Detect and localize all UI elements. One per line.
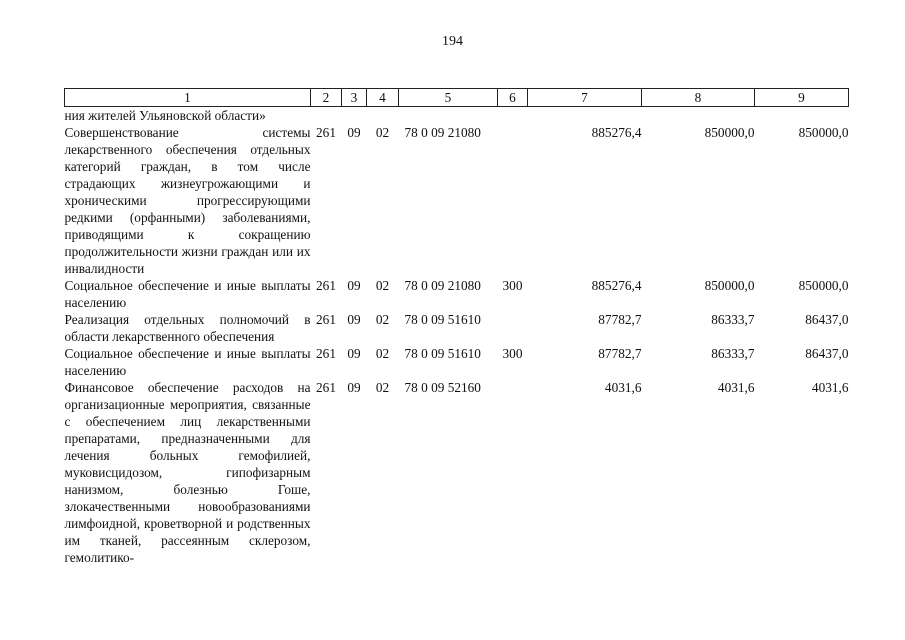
row-value-9: 86437,0 (805, 346, 849, 361)
row-code-4: 02 (375, 312, 390, 327)
column-header-9: 9 (755, 89, 849, 107)
table-row (65, 124, 849, 277)
row-value-9: 86437,0 (805, 312, 849, 327)
row-code-3: 09 (347, 312, 361, 327)
row-name: Совершенствование системы лекарственного обеспечения отдельных категорий граждан, в том числе страдающих жизнеугрожающими и хроническими прогрессирующими редкими (орфанными) заболеваниями, приводящими к сокращению продолжительности жизни граждан или их инвалидности (64, 125, 311, 276)
row-code-4: 02 (375, 380, 390, 395)
row-value-7: 87782,7 (598, 346, 642, 361)
row-value-8: 86333,7 (711, 346, 755, 361)
row-code-3 (342, 107, 367, 125)
row-value-8: 850000,0 (704, 125, 755, 140)
row-code-4: 02 (375, 278, 390, 293)
row-name: ния жителей Ульяновской области» (64, 108, 266, 123)
row-code-6 (498, 379, 528, 566)
table-header-row (65, 89, 849, 107)
row-code-2: 261 (316, 380, 336, 395)
row-code-5: 78 0 09 21080 (404, 125, 481, 140)
table-row (65, 107, 849, 125)
column-header-3: 3 (342, 89, 367, 107)
row-value-8: 4031,6 (717, 380, 755, 395)
row-code-4: 02 (375, 125, 390, 140)
row-code-2: 261 (316, 312, 336, 327)
row-code-6 (498, 124, 528, 277)
row-name: Финансовое обеспечение расходов на организационные мероприятия, связанные с обеспечением лиц лекарственными препаратами, предназначенными для лечения больных гемофилией, муковисцидозом, гипофизарным нанизмом, болезнью Гоше, злокачественными новообразованиями лимфоидной, кроветворной и родственных им тканей, рассеянным склерозом, гемолитико- (64, 380, 311, 565)
page-number: 194 (442, 34, 463, 49)
column-header-2: 2 (311, 89, 342, 107)
row-code-3: 09 (347, 125, 361, 140)
row-value-7: 885276,4 (591, 278, 642, 293)
row-value-7: 885276,4 (591, 125, 642, 140)
row-code-2: 261 (316, 278, 336, 293)
column-header-6: 6 (498, 89, 528, 107)
row-code-5: 78 0 09 52160 (404, 380, 481, 395)
row-name: Реализация отдельных полномочий в области лекарственного обеспечения (64, 312, 311, 344)
table-row (65, 379, 849, 566)
row-code-5: 78 0 09 21080 (404, 278, 481, 293)
row-value-7 (528, 107, 642, 125)
row-code-3: 09 (347, 278, 361, 293)
row-name: Социальное обеспечение и иные выплаты населению (64, 346, 311, 378)
row-value-9: 850000,0 (798, 278, 849, 293)
budget-table (64, 88, 849, 566)
row-code-6: 300 (502, 346, 523, 361)
table-row (65, 311, 849, 345)
row-code-6 (498, 107, 528, 125)
table-row (65, 277, 849, 311)
row-code-3: 09 (347, 346, 361, 361)
table-row (65, 345, 849, 379)
row-value-9: 4031,6 (811, 380, 849, 395)
row-code-5: 78 0 09 51610 (404, 346, 481, 361)
row-code-4 (367, 107, 399, 125)
row-code-5 (399, 107, 498, 125)
row-code-5: 78 0 09 51610 (404, 312, 481, 327)
row-value-9: 850000,0 (798, 125, 849, 140)
column-header-4: 4 (367, 89, 399, 107)
row-value-7: 87782,7 (598, 312, 642, 327)
column-header-5: 5 (399, 89, 498, 107)
row-code-2 (311, 107, 342, 125)
row-code-4: 02 (375, 346, 390, 361)
row-name: Социальное обеспечение и иные выплаты населению (64, 278, 311, 310)
column-header-7: 7 (528, 89, 642, 107)
row-value-7: 4031,6 (604, 380, 642, 395)
row-code-2: 261 (316, 125, 336, 140)
row-value-9 (755, 107, 849, 125)
row-value-8: 850000,0 (704, 278, 755, 293)
column-header-8: 8 (642, 89, 755, 107)
row-code-2: 261 (316, 346, 336, 361)
row-code-3: 09 (347, 380, 361, 395)
row-code-6 (498, 311, 528, 345)
column-header-1: 1 (65, 89, 311, 107)
row-value-8 (642, 107, 755, 125)
row-value-8: 86333,7 (711, 312, 755, 327)
row-code-6: 300 (502, 278, 523, 293)
